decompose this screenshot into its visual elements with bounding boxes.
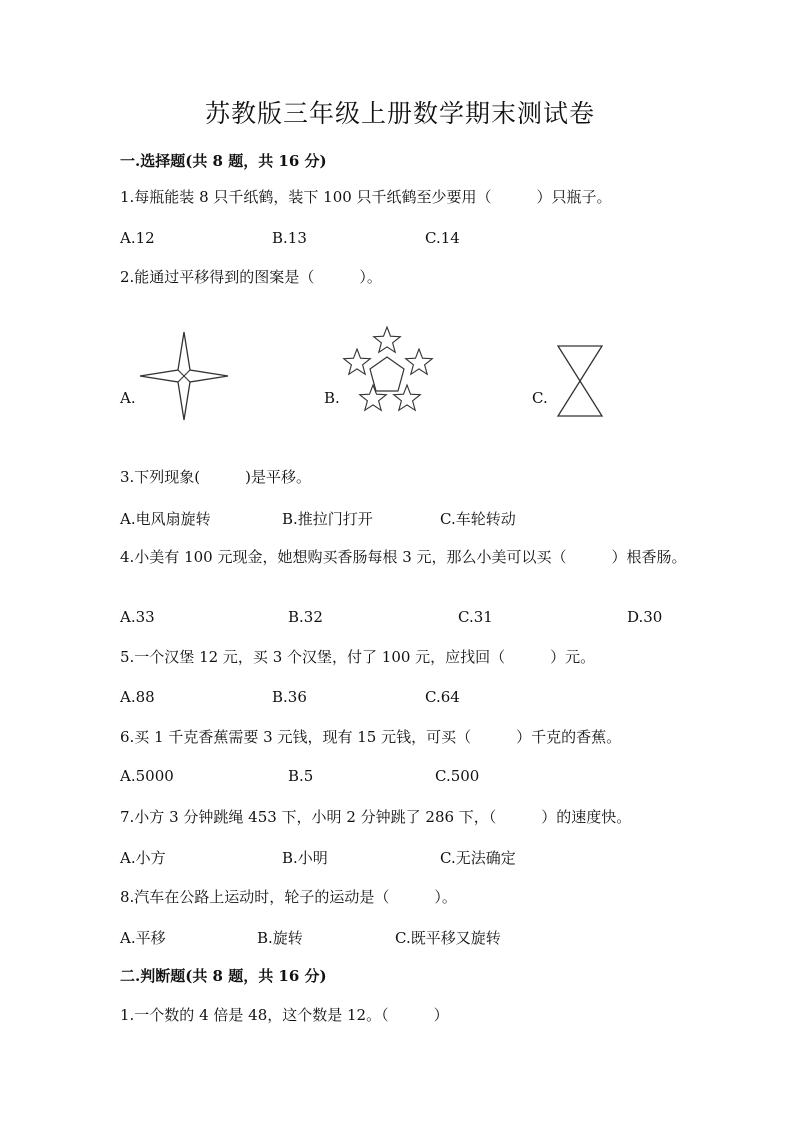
q8-option-c: C.既平移又旋转	[395, 929, 501, 947]
q6-option-b: B.5	[288, 767, 314, 785]
q1-option-b: B.13	[272, 229, 307, 247]
question-8: 8.汽车在公路上运动时，轮子的运动是（ ）。	[120, 888, 457, 906]
q7-option-b: B.小明	[282, 849, 328, 867]
q4-option-b: B.32	[288, 608, 323, 626]
question-4: 4.小美有 100 元现金，她想购买香肠每根 3 元，那么小美可以买（ ）根香肠。	[120, 548, 687, 566]
q6-option-a: A.5000	[120, 767, 174, 785]
q8-option-b: B.旋转	[257, 929, 303, 947]
q2-option-a: A.	[120, 389, 136, 407]
q8-option-a: A.平移	[120, 929, 166, 947]
q4-option-d: D.30	[627, 608, 663, 626]
section-heading-judgement: 二.判断题(共 8 题，共 16 分)	[120, 967, 327, 985]
four-point-star-figure	[138, 330, 230, 422]
five-star-ring-figure	[341, 325, 437, 419]
q7-option-c: C.无法确定	[440, 849, 516, 867]
q3-option-a: A.电风扇旋转	[120, 510, 211, 528]
question-6: 6.买 1 千克香蕉需要 3 元钱，现有 15 元钱，可买（ ）千克的香蕉。	[120, 728, 622, 746]
q3-option-b: B.推拉门打开	[282, 510, 373, 528]
q4-option-c: C.31	[458, 608, 493, 626]
q1-option-c: C.14	[425, 229, 460, 247]
question-7: 7.小方 3 分钟跳绳 453 下，小明 2 分钟跳了 286 下，（ ）的速度快。	[120, 808, 632, 826]
q6-option-c: C.500	[435, 767, 480, 785]
section-heading-choice: 一.选择题(共 8 题，共 16 分)	[120, 152, 327, 170]
q4-option-a: A.33	[120, 608, 155, 626]
question-2: 2.能通过平移得到的图案是（ ）。	[120, 268, 382, 286]
question-1: 1.每瓶能装 8 只千纸鹤，装下 100 只千纸鹤至少要用（ ）只瓶子。	[120, 188, 612, 206]
question-3: 3.下列现象( )是平移。	[120, 468, 312, 486]
q3-option-c: C.车轮转动	[440, 510, 516, 528]
q5-option-c: C.64	[425, 688, 460, 706]
q1-option-a: A.12	[120, 229, 155, 247]
q7-option-a: A.小方	[120, 849, 166, 867]
q2-option-c: C.	[532, 389, 548, 407]
q5-option-b: B.36	[272, 688, 307, 706]
q2-option-b: B.	[324, 389, 340, 407]
page-title: 苏教版三年级上册数学期末测试卷	[204, 99, 595, 128]
q5-option-a: A.88	[120, 688, 155, 706]
judgement-1: 1.一个数的 4 倍是 48，这个数是 12。（ ）	[120, 1006, 449, 1024]
question-5: 5.一个汉堡 12 元，买 3 个汉堡，付了 100 元，应找回（ ）元。	[120, 648, 596, 666]
hourglass-figure	[556, 344, 604, 418]
